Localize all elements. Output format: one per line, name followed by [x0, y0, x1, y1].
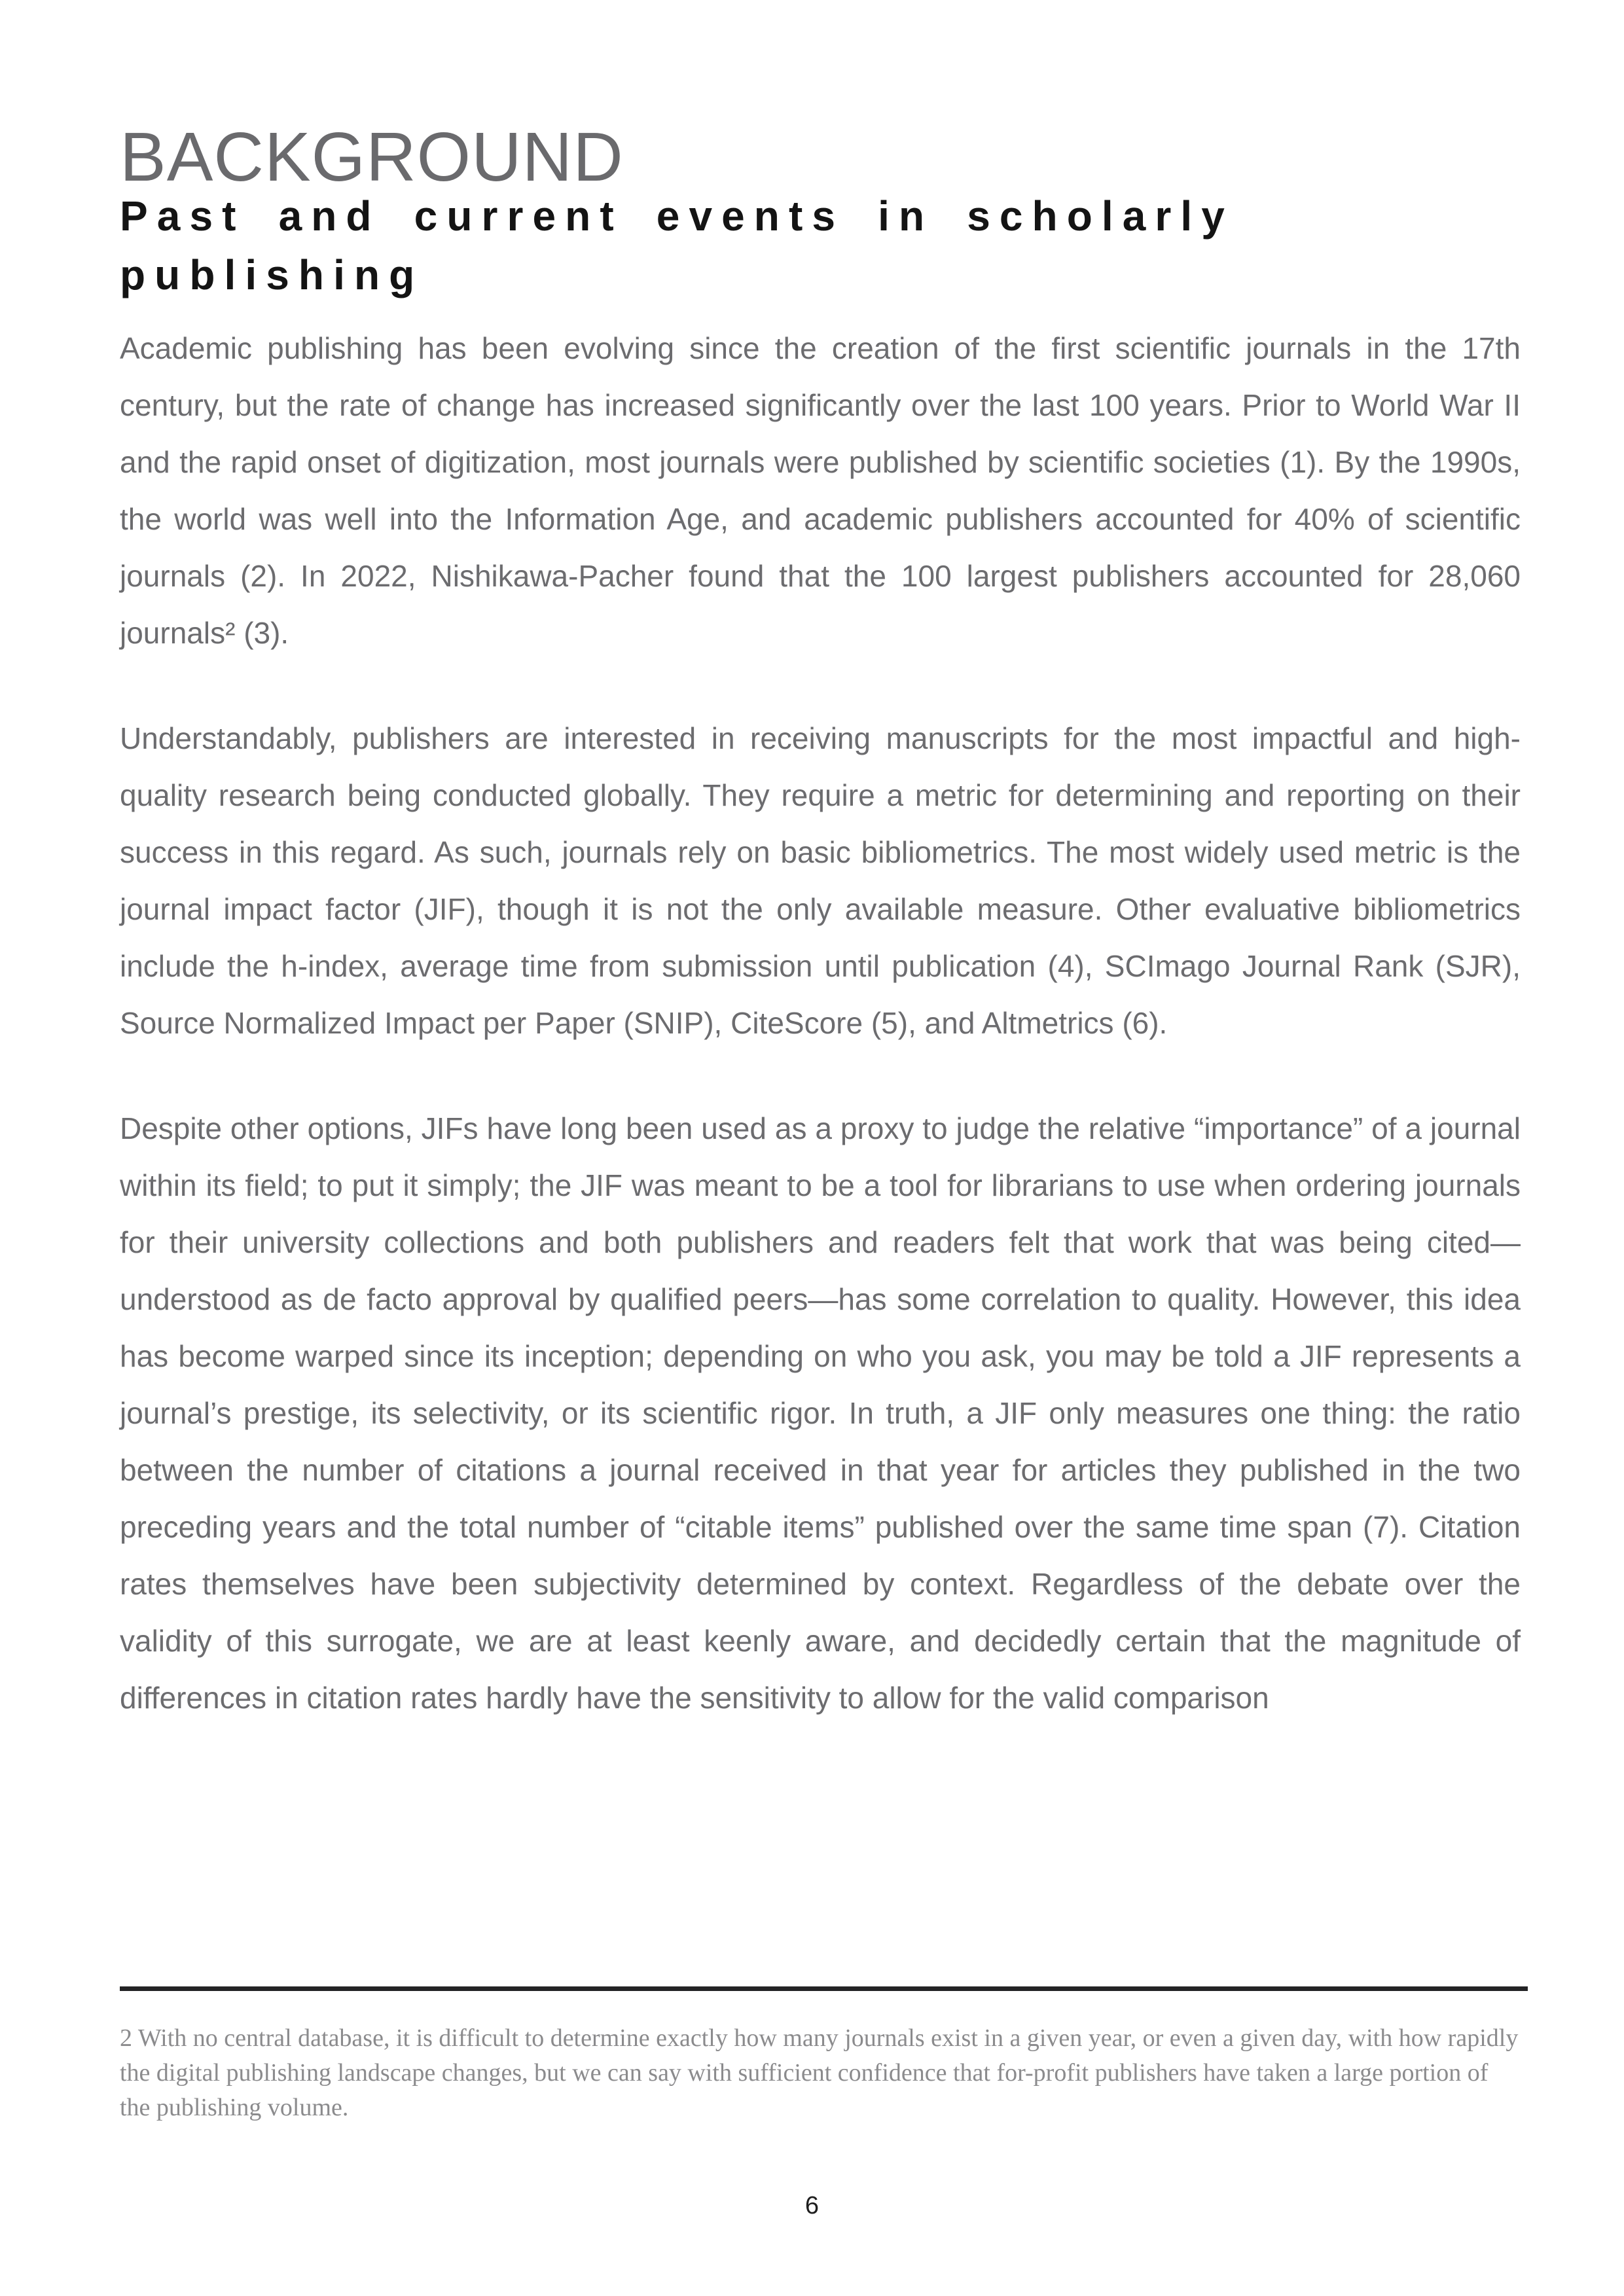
page-content: [120, 118, 1521, 1727]
section-title: BACKGROUND: [120, 118, 624, 196]
section-subtitle: Past and current events in scholarly publishing: [120, 192, 1234, 298]
footnote: 2 With no central database, it is difficult to determine exactly how many journals exist in a given year, or even a given day, with how rapidly the digital publishing landscape changes, but we can say with sufficient confidence that for-profit publishers have taken a large portion of the publishing volume.: [120, 2024, 1519, 2121]
body-text: [120, 320, 1521, 1727]
paragraph-2: Understandably, publishers are interested in receiving manuscripts for the most impactful and high-quality research being conducted globally. They require a metric for determining and reporting on their success in this regard. As such, journals rely on basic bibliometrics. The most widely used metric is the journal impact factor (JIF), though it is not the only available measure. Other evaluative bibliometrics include the h-index, average time from submission until publication (4), SCImago Journal Rank (SJR), Source Normalized Impact per Paper (SNIP), CiteScore (5), and Altmetrics (6).: [120, 721, 1521, 1040]
paragraph-1: Academic publishing has been evolving since the creation of the first scientific journals in the 17th century, but the rate of change has increased significantly over the last 100 years. Prior to World War II and the rapid onset of digitization, most journals were published by scientific societies (1). By the 1990s, the world was well into the Information Age, and academic publishers accounted for 40% of scientific journals (2). In 2022, Nishikawa-Pacher found that the 100 largest publishers accounted for 28,060 journals² (3).: [120, 331, 1521, 650]
footnote-area: [120, 1986, 1528, 2125]
page-number: 6: [804, 2192, 820, 2219]
paragraph-3: Despite other options, JIFs have long been used as a proxy to judge the relative “importance” of a journal within its field; to put it simply; the JIF was meant to be a tool for librarians to use when ordering journals for their university collections and both publishers and readers felt that work that was being cited—understood as de facto approval by qualified peers—has some correlation to quality. However, this idea has become warped since its inception; depending on who you ask, you may be told a JIF represents a journal’s prestige, its selectivity, or its scientific rigor. In truth, a JIF only measures one thing: the ratio between the number of citations a journal received in that year for articles they published in the two preceding years and the total number of “citable items” published over the same time span (7). Citation rates themselves have been subjectivity determined by context. Regardless of the debate over the validity of this surrogate, we are at least keenly aware, and decidedly certain that the magnitude of differences in citation rates hardly have the sensitivity to allow for the valid comparison: [120, 1111, 1521, 1715]
footnote-divider: [120, 1986, 1528, 1991]
